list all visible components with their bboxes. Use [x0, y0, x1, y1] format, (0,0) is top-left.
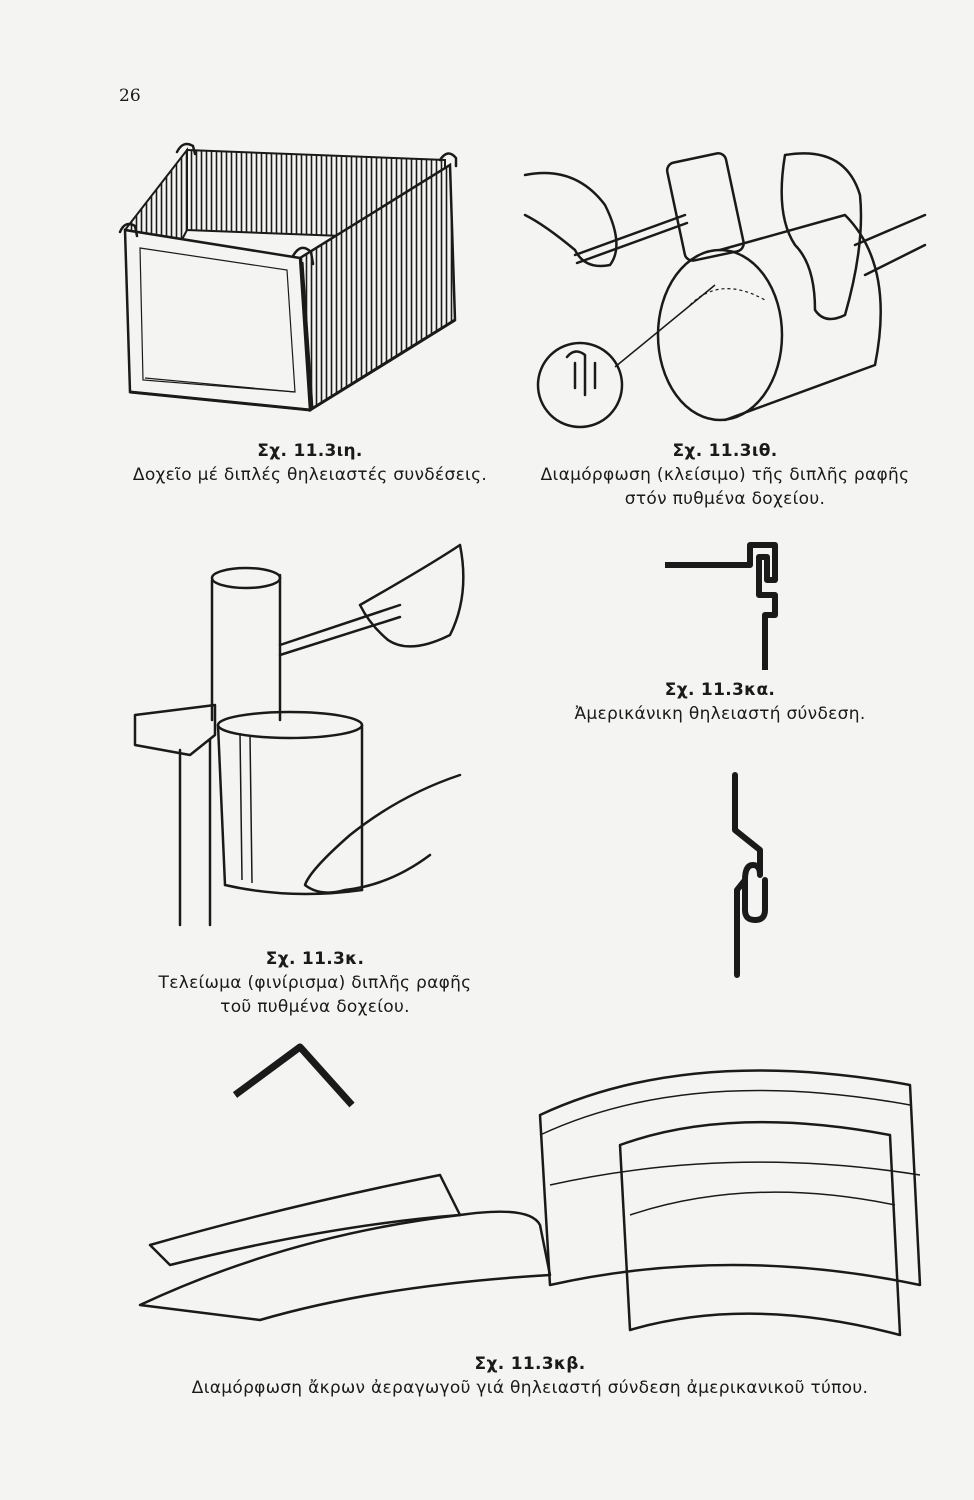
figure-caption-hammering	[515, 439, 935, 511]
figure-finishing-seam-illustration	[130, 505, 490, 940]
figure-caption-text: στόν πυθμένα δοχείου.	[624, 489, 826, 509]
figure-label: Σχ. 11.3ιη.	[257, 441, 363, 461]
figure-caption-text: Διαμόρφωση (κλείσιμο) τῆς διπλῆς ραφῆς	[540, 465, 910, 485]
figure-caption-finishing	[130, 947, 500, 1019]
figure-caption-text: Τελείωμα (φινίρισμα) διπλῆς ραφῆς	[158, 973, 472, 993]
figure-box-illustration	[115, 130, 475, 435]
figure-hammering-seam-illustration	[515, 135, 935, 435]
figure-label: Σχ. 11.3κβ.	[474, 1354, 586, 1374]
figure-caption-text: Δοχεῖο μέ διπλές θηλειαστές συνδέσεις.	[132, 465, 488, 485]
figure-caption-duct-edges	[120, 1352, 940, 1400]
figure-label: Σχ. 11.3ιθ.	[672, 441, 778, 461]
figure-duct-edges-illustration	[130, 1035, 930, 1365]
page-number: 26	[119, 86, 141, 106]
figure-label: Σχ. 11.3κ.	[265, 949, 365, 969]
figure-caption-american-seam	[545, 678, 895, 726]
seam-profile-vertical	[715, 770, 785, 980]
figure-caption-text: τοῦ πυθμένα δοχείου.	[220, 997, 410, 1017]
figure-label: Σχ. 11.3κα.	[664, 680, 776, 700]
figure-caption-box	[110, 439, 510, 487]
figure-caption-text: Ἀμερικάνικη θηλειαστή σύνδεση.	[574, 704, 866, 724]
figure-caption-text: Διαμόρφωση ἄκρων ἀεραγωγοῦ γιά θηλειαστή σύνδεση ἀμερικανικοῦ τύπου.	[191, 1378, 869, 1398]
figure-american-seam-profile	[655, 535, 795, 675]
